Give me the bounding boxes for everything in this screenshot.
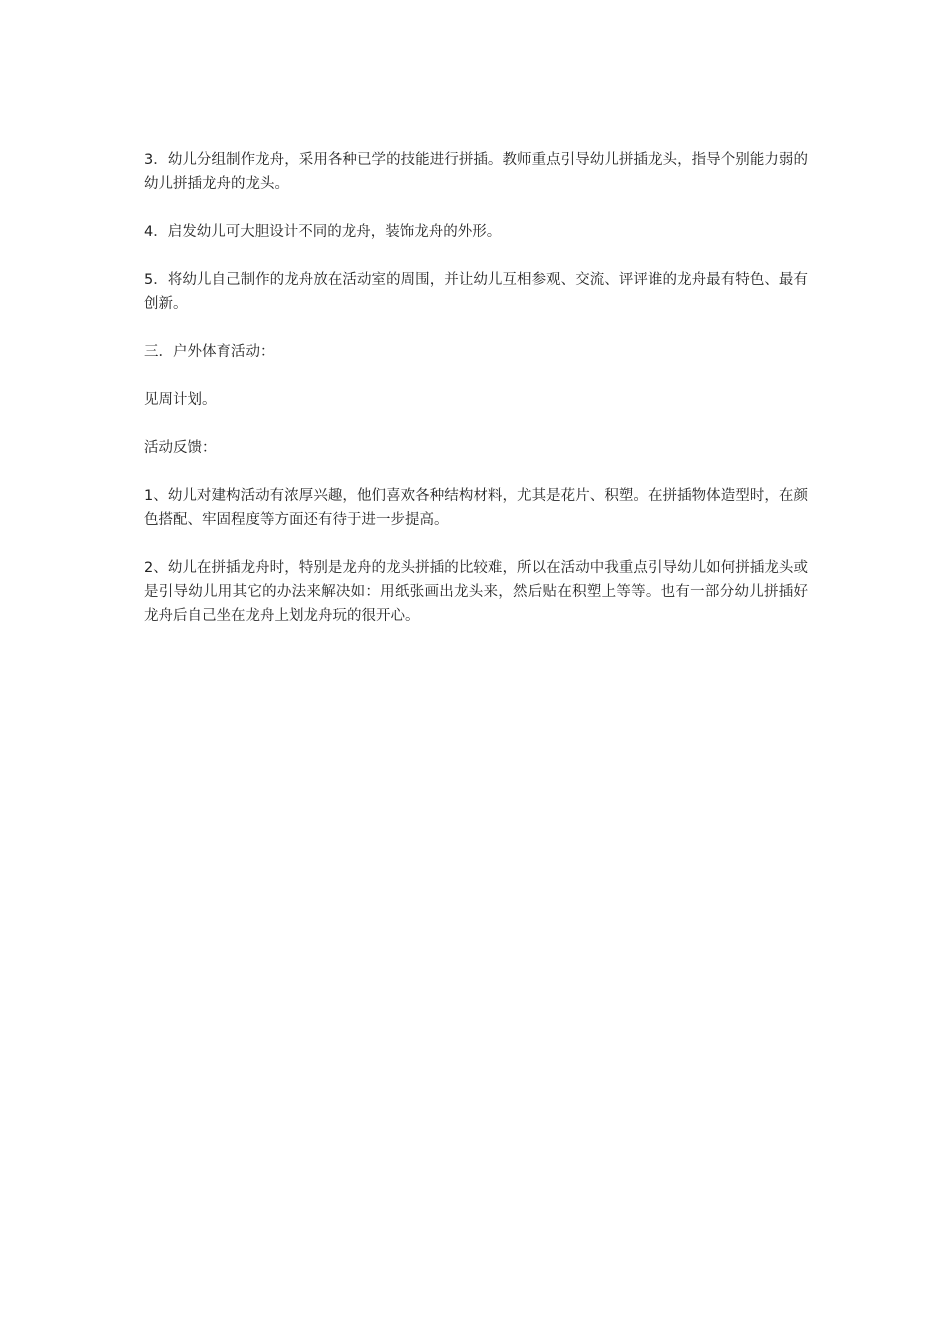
feedback-item-2: 2、幼儿在拼插龙舟时，特别是龙舟的龙头拼插的比较难，所以在活动中我重点引导幼儿如何拼插龙头或是引导幼儿用其它的办法来解决如：用纸张画出龙头来，然后贴在积塑上等等。也有一部分幼儿拼插好龙舟后自己坐在龙舟上划龙舟玩的很开心。 <box>144 560 808 624</box>
feedback-heading: 活动反馈： <box>144 440 217 456</box>
document-body <box>144 148 808 652</box>
step-4-paragraph: 4．启发幼儿可大胆设计不同的龙舟，装饰龙舟的外形。 <box>144 224 502 240</box>
section-heading-outdoor-activity: 三．户外体育活动： <box>144 344 275 360</box>
step-3-paragraph: 3．幼儿分组制作龙舟，采用各种已学的技能进行拼插。教师重点引导幼儿拼插龙头，指导个别能力弱的幼儿拼插龙舟的龙头。 <box>144 152 808 192</box>
weekly-plan-note: 见周计划。 <box>144 392 217 408</box>
feedback-item-1: 1、幼儿对建构活动有浓厚兴趣，他们喜欢各种结构材料，尤其是花片、积塑。在拼插物体造型时，在颜色搭配、牢固程度等方面还有待于进一步提高。 <box>144 488 808 528</box>
step-5-paragraph: 5．将幼儿自己制作的龙舟放在活动室的周围，并让幼儿互相参观、交流、评评谁的龙舟最有特色、最有创新。 <box>144 272 808 312</box>
